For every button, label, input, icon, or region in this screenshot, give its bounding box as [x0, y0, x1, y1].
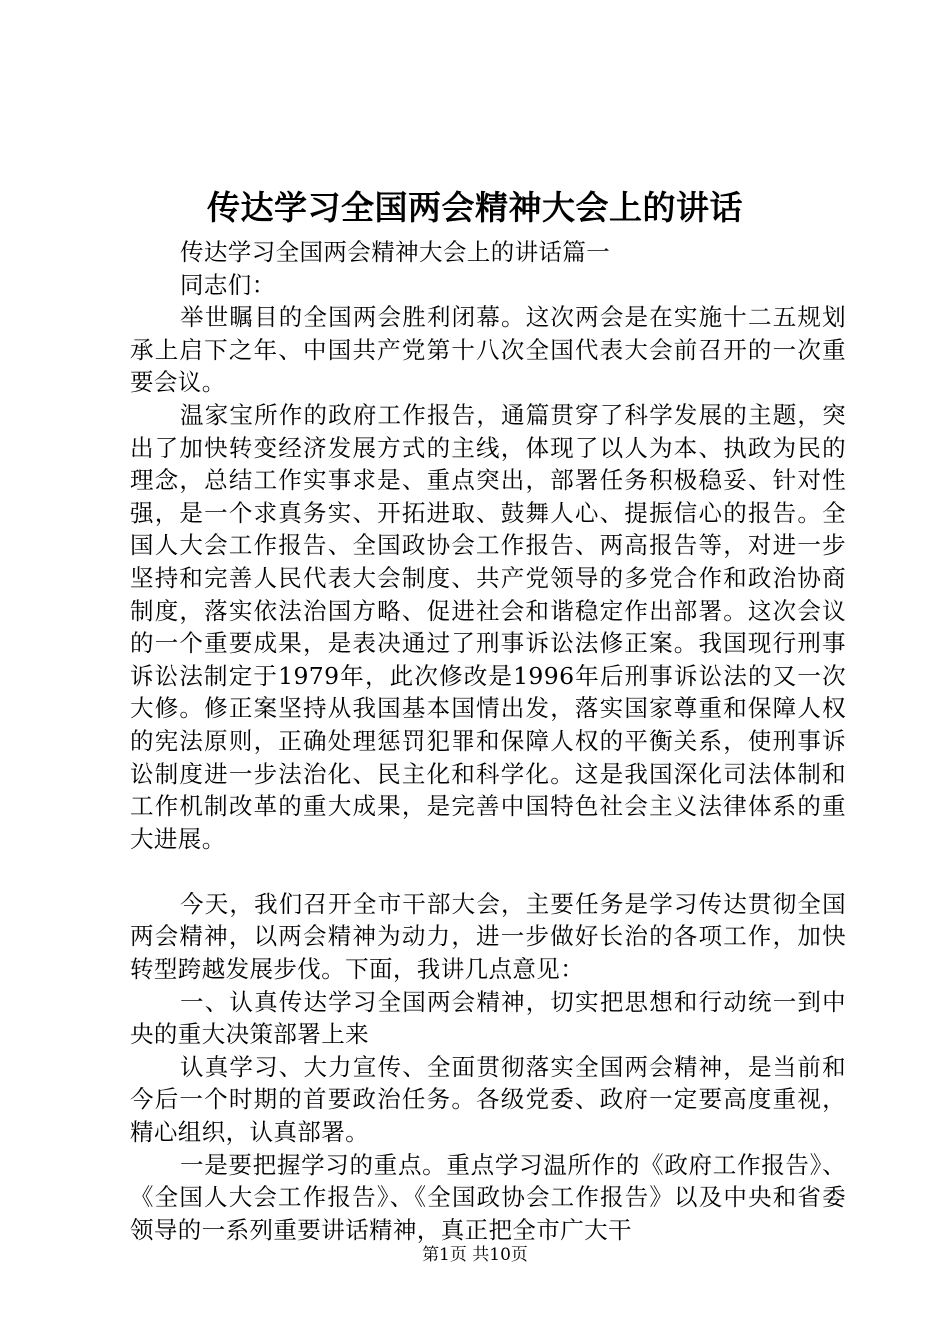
paragraph-heading: 传达学习全国两会精神大会上的讲话篇一 — [180, 238, 611, 266]
document-title: 传达学习全国两会精神大会上的讲话 — [207, 188, 743, 227]
paragraph-salutation: 同志们： — [180, 270, 276, 299]
paragraph: 今天，我们召开全市干部大会，主要任务是学习传达贯彻全国两会精神，以两会精神为动力，进一步做好长治的各项工作，加快转型跨越发展步伐。下面，我讲几点意见： — [130, 889, 846, 984]
section-heading: 一、认真传达学习全国两会精神，切实把思想和行动统一到中央的重大决策部署上来 — [130, 987, 846, 1049]
paragraph-spacer — [130, 855, 846, 888]
page-footer: 第1页 共10页 — [422, 1245, 528, 1265]
paragraph: 一是要把握学习的重点。重点学习温所作的《政府工作报告》、《全国人大会工作报告》、《全国政协会工作报告》以及中央和省委领导的一系列重要讲话精神，真正把全市广大干 — [130, 1150, 846, 1244]
paragraph: 举世瞩目的全国两会胜利闭幕。这次两会是在实施十二五规划承上启下之年、中国共产党第十八次全国代表大会前召开的一次重要会议。 — [130, 303, 846, 397]
document-body — [130, 236, 846, 1246]
paragraph: 认真学习、大力宣传、全面贯彻落实全国两会精神，是当前和今后一个时期的首要政治任务。各级党委、政府一定要高度重视，精心组织，认真部署。 — [130, 1052, 846, 1147]
paragraph: 温家宝所作的政府工作报告，通篇贯穿了科学发展的主题，突出了加快转变经济发展方式的主线，体现了以人为本、执政为民的理念，总结工作实事求是、重点突出，部署任务积极稳妥、针对性强，是一个求真务实、开拓进取、鼓舞人心、提振信心的报告。全国人大会工作报告、全国政协会工作报告、两高报告等，对进一步坚持和完善人民代表大会制度、共产党领导的多党合作和政治协商制度，落实依法治国方略、促进社会和谐稳定作出部署。这次会议的一个重要成果，是表决通过了刑事诉讼法修正案。我国现行刑事诉讼法制定于1979年，此次修改是1996年后刑事诉讼法的又一次大修。修正案坚持从我国基本国情出发，落实国家尊重和保障人权的宪法原则，正确处理惩罚犯罪和保障人权的平衡关系，使刑事诉讼制度进一步法治化、民主化和科学化。这是我国深化司法体制和工作机制改革的重大成果，是完善中国特色社会主义法律体系的重大进展。 — [130, 400, 846, 853]
